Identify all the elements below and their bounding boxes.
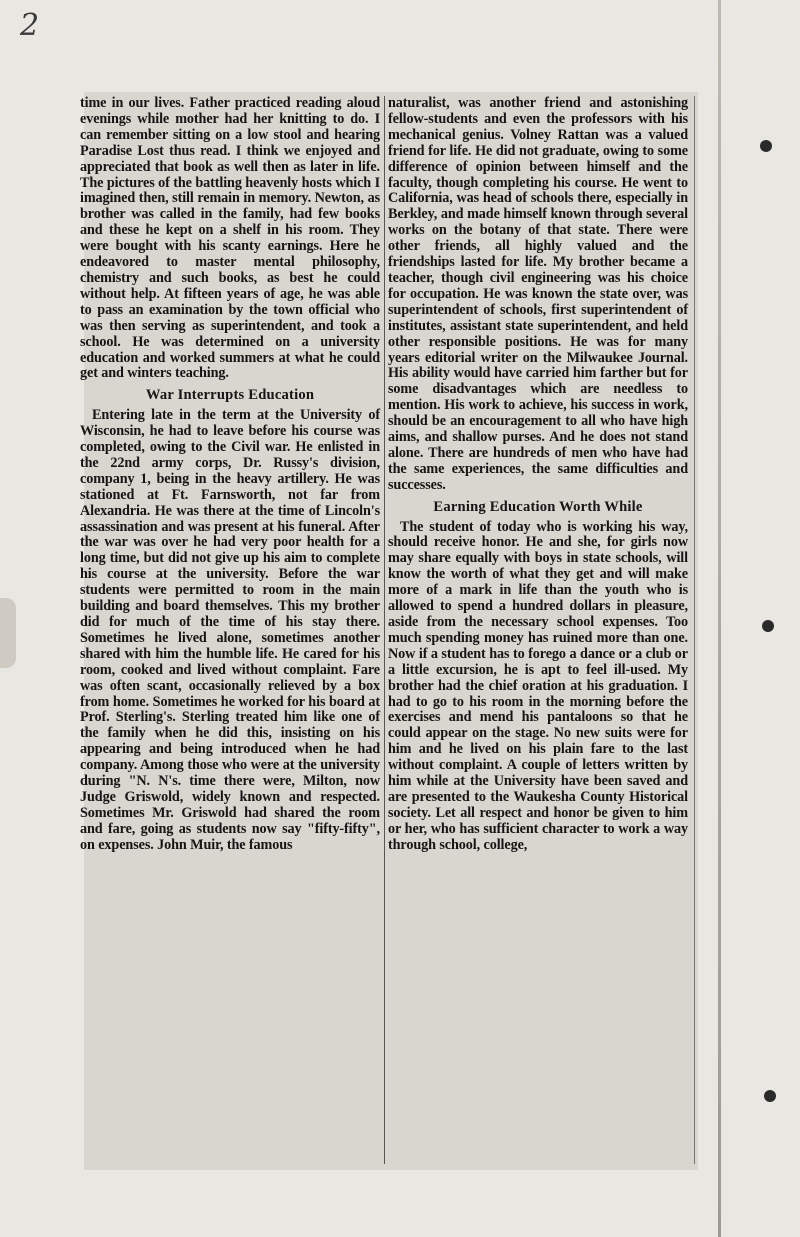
binder-hole-2 bbox=[762, 620, 774, 632]
page-number: 2 bbox=[20, 8, 40, 43]
left-paragraph-1: time in our lives. Father practiced reading aloud evenings while mother had her knitting to do. I can remember sitting on a low stool and hearing Paradise Lost thus read. I think we enjoyed and appreciated that book as well then as later in life. The pictures of the battling heavenly hosts which I imagined then, still remain in memory. Newton, as brother was called in the family, had few books and these he kept on a shelf in his room. They were bought with his scanty earnings. Here he endeavored to master mental philosophy, chemistry and such books, as best he could without help. At fifteen years of age, he was able to pass an examination by the town official who was then serving as superintendent, and took a school. He was determined on a university education and worked summers at what he could get and winters teaching. bbox=[80, 95, 380, 382]
left-paragraph-2: Entering late in the term at the University of Wisconsin, he had to leave before his course was completed, owing to the Civil war. He enlisted in the 22nd army corps, Dr. Russy's division, company 1, being in the heavy artillery. He was stationed at Ft. Farnsworth, not far from Alexandria. He was there at the time of Lincoln's assassination and was present at his funeral. After the war was over he had very poor health for a long time, but did not give up his aim to complete his course at the university. Before the war students were permitted to room in the main building and board themselves. This my brother did for much of the time of his stay there. Sometimes he lived alone, sometimes another shared with him the humble life. He cared for his room, cooked and lived without complaint. Fare was often scant, occasionally relieved by a box from home. Sometimes he worked for his board at Prof. Sterling's. Sterling treated him like one of the family when he did this, insisting on his appearing and being introduced when he had company. Among those who were at the university during "N. N's. time there were, Milton, now Judge Griswold, widely known and respected. Sometimes Mr. Griswold had shared the room and fare, going as students now say "fifty-fifty", on expenses. John Muir, the famous bbox=[80, 407, 380, 853]
right-paragraph-1: naturalist, was another friend and astonishing fellow-students and even the professors with his mechanical genius. Volney Rattan was a valued friend for life. He did not graduate, owing to some difference of opinion between himself and the faculty, though completing his course. He went to California, was head of schools there, especially in Berkley, and made himself known through several works on the botany of that state. There were other friends, all highly valued and the friendships lasted for life. My brother became a teacher, though civil engineering was his choice for occupation. He was known the state over, was superintendent of schools, first superintendent of institutes, assistant state superintendent, and held other responsible positions. He was for many years editorial writer on the Milwaukee Journal. His ability would have carried him farther but for some disadvantages which are needless to mention. His work to achieve, his success in work, should be an encouragement to all who have high aims, and shallow purses. And he does not stand alone. There are hundreds of men who have had the same experiences, the same difficulties and successes. bbox=[388, 95, 688, 493]
column-rule bbox=[384, 96, 385, 1164]
binder-hole-1 bbox=[760, 140, 772, 152]
right-column bbox=[388, 96, 688, 854]
page-edge bbox=[718, 0, 721, 1237]
left-heading: War Interrupts Education bbox=[145, 387, 315, 404]
right-heading: Earning Education Worth While bbox=[433, 498, 643, 515]
left-column bbox=[80, 96, 380, 854]
column-rule-right bbox=[694, 96, 695, 1164]
right-paragraph-2: The student of today who is working his way, should receive honor. He and she, for girls now may share equally with boys in state schools, will know the worth of what they get and will make more of a mark in life than the youth who is allowed to spend a hundred dollars in pleasure, aside from the necessary school expenses. Too much spending money has ruined more than one. Now if a student has to forego a dance or a club or a little excursion, he is apt to feel ill-used. My brother had the chief oration at his graduation. I had to go to his room in the morning before the exercises and mend his pantaloons so that he could appear on the stage. No new suits were for him and he lived on his plain fare to the last without complaint. A couple of letters written by him while at the University have been saved and are presented to the Waukesha County Historical society. Let all respect and honor be given to him or her, who has sufficient character to work a way through school, college, bbox=[388, 518, 688, 853]
binder-hole-3 bbox=[764, 1090, 776, 1102]
torn-edge bbox=[0, 598, 16, 668]
